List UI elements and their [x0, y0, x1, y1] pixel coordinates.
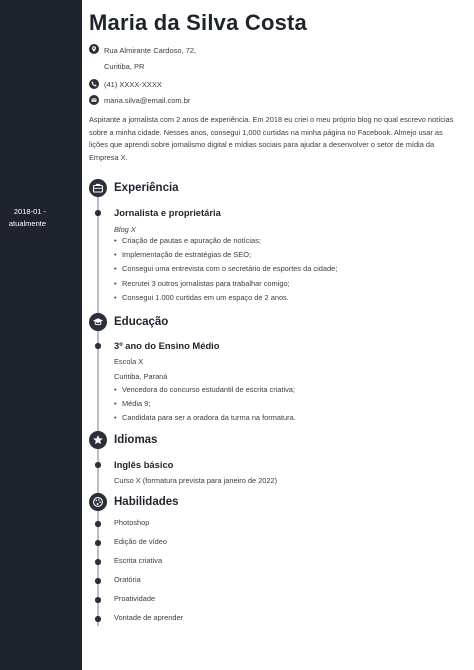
list-item: • Candidata para ser a oradora da turma na formatura.: [114, 411, 296, 425]
timeline-dot: [95, 462, 101, 468]
date-start: 2018-01 -: [13, 207, 46, 216]
list-item: • Consegui uma entrevista com o secretário de esportes da cidade;: [114, 262, 337, 276]
skill-item: Escrita criativa: [114, 556, 163, 565]
address-line-1: Rua Almirante Cardoso, 72,: [104, 46, 197, 55]
date-end: atualmente: [8, 219, 46, 228]
languages-section-icon: [89, 431, 107, 449]
degree-title: 3º ano do Ensino Médio: [114, 340, 220, 351]
language-name: Inglês básico: [114, 459, 174, 470]
education-heading: Educação: [114, 316, 169, 328]
address-line-2: Curitiba, PR: [104, 62, 145, 71]
education-achievements: [114, 383, 296, 426]
email-address: maria.silva@email.com.br: [104, 96, 191, 105]
skill-item: Photoshop: [114, 518, 150, 527]
school-name: Escola X: [114, 357, 144, 366]
timeline-dot: [95, 540, 101, 546]
skill-item: Oratória: [114, 575, 141, 584]
list-item: • Vencedora do concurso estudantil de escrita criativa;: [114, 383, 296, 397]
briefcase-icon: [92, 182, 104, 194]
timeline-dot: [95, 559, 101, 565]
skills-heading: Habilidades: [114, 496, 179, 508]
palette-icon: [92, 496, 104, 508]
phone-icon: [89, 79, 99, 89]
graduation-cap-icon: [92, 316, 104, 328]
skill-item: Edição de vídeo: [114, 537, 168, 546]
timeline-dot: [95, 597, 101, 603]
list-item: • Média 9;: [114, 397, 296, 411]
job-title: Jornalista e proprietária: [114, 207, 221, 218]
timeline-dot: [95, 343, 101, 349]
school-location: Curitiba, Paraná: [114, 372, 168, 381]
company-name: Blog X: [114, 225, 136, 234]
map-pin-icon: [89, 44, 99, 54]
list-item: • Criação de pautas e apuração de notícias;: [114, 234, 337, 248]
languages-heading: Idiomas: [114, 434, 158, 446]
education-section-icon: [89, 313, 107, 331]
timeline-dot: [95, 578, 101, 584]
experience-heading: Experiência: [114, 182, 179, 194]
sidebar: [0, 0, 82, 670]
timeline-dot: [95, 521, 101, 527]
list-item: • Consegui 1.000 curtidas em um espaço de 2 anos.: [114, 291, 337, 305]
envelope-icon: [89, 95, 99, 105]
skill-item: Proatividade: [114, 594, 156, 603]
phone-number: (41) XXXX-XXXX: [104, 80, 162, 89]
candidate-name: Maria da Silva Costa: [89, 10, 307, 35]
star-icon: [92, 434, 104, 446]
list-item: • Recrutei 3 outros jornalistas para trabalhar comigo;: [114, 277, 337, 291]
experience-date: [0, 206, 46, 230]
list-item: • Implementação de estratégias de SEO;: [114, 248, 337, 262]
skill-item: Vontade de aprender: [114, 613, 184, 622]
experience-section-icon: [89, 179, 107, 197]
language-detail: Curso X (formatura prevista para janeiro de 2022): [114, 476, 278, 485]
timeline-dot: [95, 616, 101, 622]
timeline-dot: [95, 210, 101, 216]
skills-section-icon: [89, 493, 107, 511]
experience-achievements: [114, 234, 337, 305]
professional-summary: Aspirante a jornalista com 2 anos de experiência. Em 2018 eu criei o meu próprio blog no qual escrevo notícias sobre a minha cidade. Nesses anos, consegui 1,000 curtidas na minha página no Facebook. Almejo usar as lições que aprendi sobre jornalismo digital e mídias sociais para ajudar a desenvolver o setor de mídia da Empresa X.: [89, 115, 454, 162]
